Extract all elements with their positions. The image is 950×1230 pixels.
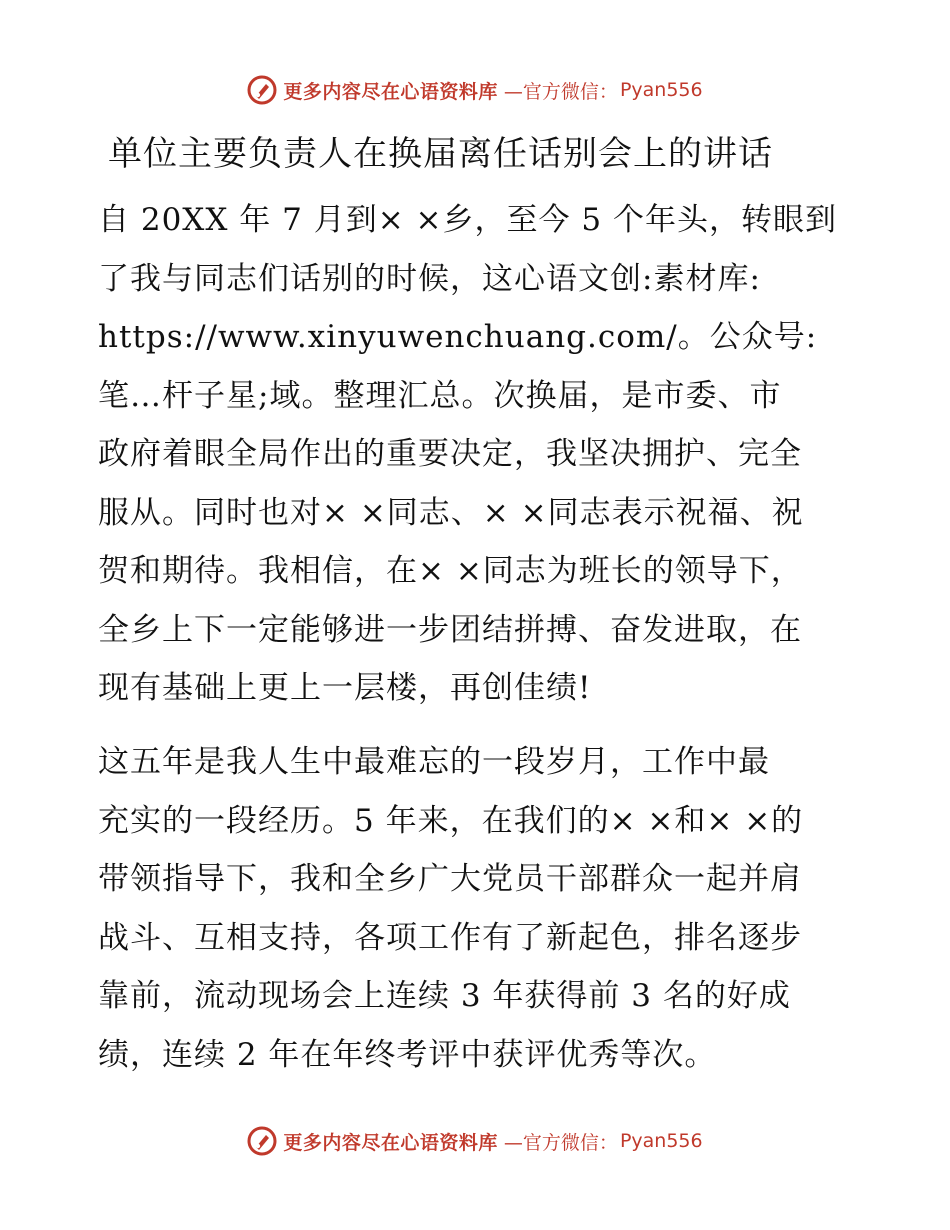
- paragraph-line: 笔…杆子星;域。整理汇总。次换届，是市委、市: [98, 377, 782, 414]
- paragraph-line: 贺和期待。我相信，在× ×同志为班长的领导下，: [98, 553, 803, 589]
- paragraph-line: 了我与同志们话别的时候，这心语文创:素材库:: [98, 260, 761, 297]
- paragraph-line: 这五年是我人生中最难忘的一段岁月，工作中最: [98, 744, 770, 780]
- paragraph-line: 服从。同时也对× ×同志、× ×同志表示祝福、祝: [98, 494, 804, 531]
- document-title: 单位主要负责人在换届离任话别会上的讲话: [108, 134, 773, 174]
- pen-logo-icon: [247, 1126, 277, 1156]
- paragraph-1: [98, 191, 858, 718]
- paragraph-line: 靠前，流动现场会上连续 3 年获得前 3 名的好成: [98, 978, 791, 1014]
- banner-account-text: Pyan556: [619, 1130, 703, 1152]
- pen-logo-icon: [247, 75, 277, 105]
- banner-brand-text: 更多内容尽在心语资料库: [283, 80, 498, 103]
- paragraph-line: 自 20XX 年 7 月到× ×乡，至今 5 个年头，转眼到: [98, 202, 837, 238]
- paragraph-line: 战斗、互相支持，各项工作有了新起色，排名逐步: [98, 919, 802, 956]
- banner-separator-text: —官方微信：: [503, 80, 618, 103]
- paragraph-line: 全乡上下一定能够进一步团结拼搏、奋发进取，在: [98, 611, 802, 648]
- paragraph-line: https://www.xinyuwenchuang.com/。公众号:: [98, 319, 818, 355]
- banner-brand-text: 更多内容尽在心语资料库: [283, 1131, 498, 1154]
- paragraph-line: 绩，连续 2 年在年终考评中获评优秀等次。: [98, 1036, 717, 1073]
- paragraph-line: 政府着眼全局作出的重要决定，我坚决拥护、完全: [98, 436, 802, 472]
- paragraph-line: 现有基础上更上一层楼，再创佳绩!: [98, 670, 592, 706]
- header-banner: [0, 70, 950, 110]
- paragraph-line: 充实的一段经历。5 年来，在我们的× ×和× ×的: [98, 802, 804, 839]
- paragraph-line: 带领指导下，我和全乡广大党员干部群众一起并肩: [98, 861, 802, 897]
- footer-banner: [0, 1121, 950, 1161]
- banner-separator-text: —官方微信：: [503, 1131, 618, 1154]
- banner-account-text: Pyan556: [619, 79, 703, 101]
- paragraph-2: [98, 733, 858, 1084]
